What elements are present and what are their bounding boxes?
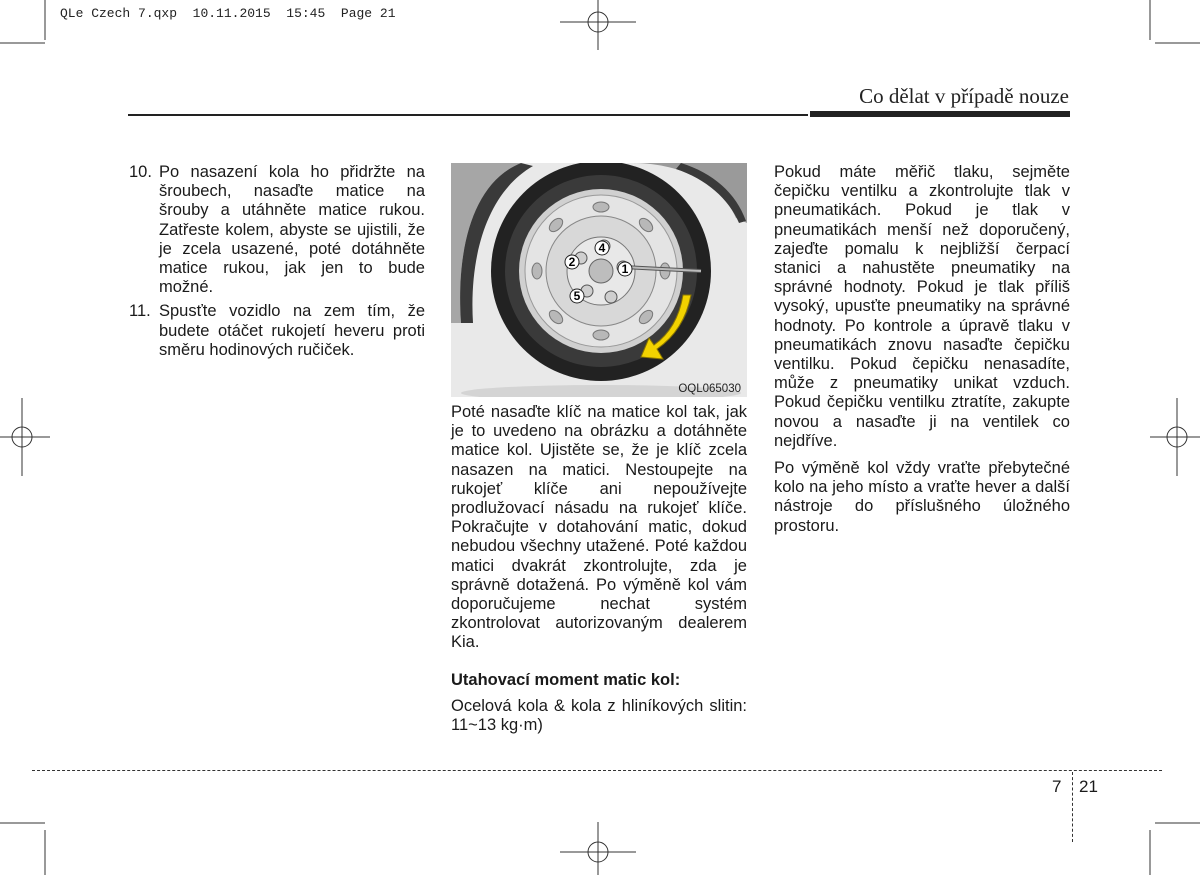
column-2: [451, 403, 747, 735]
nut-label-4: 4: [598, 241, 606, 255]
chapter-number: 7: [1052, 777, 1062, 796]
registration-mark-right: [1150, 398, 1200, 476]
list-item: [129, 302, 425, 360]
instructions-paragraph: Poté nasaďte klíč na matice kol tak, jak je to uvedeno na obrázku a dotáhněte matice kol. Ujistěte se, že je klíč zcela nasazen na matici. Nestoupejte na rukojeť klíče ani nepoužívejte prodlužovací násadu na rukojeť klíče. Pokračujte v dotahování matic, dokud nebudou všechny utažené. Poté každou matici dvakrát zkontrolujte, zda je správně dotažená. Po výměně kol vám doporučujeme nechat systém zkontrolovat autorizovaným dealerem Kia.: [451, 403, 747, 652]
registration-mark-top: [560, 0, 636, 50]
page-divider: [1072, 772, 1073, 842]
torque-value: Ocelová kola & kola z hliníkových slitin: 11~13 kg·m): [451, 696, 747, 735]
torque-heading: Utahovací moment matic kol:: [451, 670, 681, 689]
column-3: [774, 163, 1070, 536]
wheel-illustration: [451, 163, 747, 397]
page-number: 21: [1079, 777, 1098, 796]
list-number: 11.: [129, 302, 151, 321]
print-slug: QLe Czech 7.qxp 10.11.2015 15:45 Page 21: [60, 6, 396, 21]
nut-label-5: 5: [573, 289, 581, 303]
list-item: [129, 163, 425, 297]
figure-code: OQL065030: [678, 383, 741, 395]
header-rule-thick: [810, 111, 1070, 117]
registration-mark-left: [0, 398, 50, 476]
section-title: Co dělat v případě nouze: [859, 84, 1069, 108]
pressure-paragraph: Pokud máte měřič tlaku, sejměte čepičku ventilku a zkontrolujte tlak v pneumatikách. Pokud je tlak v pneumatikách menší než doporučený, zajeďte pomalu k nejbližší čerpací stanici a nahustěte pneumatiky na správné hodnoty. Pokud je tlak příliš vysoký, upusťte pneumatiky na správné hodnoty. Po kontrole a úpravě tlaku v pneumatikách znovu nasaďte čepičku ventilku. Pokud čepičku nenasadíte, může z pneumatiky unikat vzduch. Pokud čepičku ventilku ztratíte, zakupte novou a nasaďte ji na ventilek co nejdříve.: [774, 163, 1070, 450]
column-1: [129, 163, 425, 365]
nut-label-1: 1: [621, 262, 629, 276]
storage-paragraph: Po výměně kol vždy vraťte přebytečné kolo na jeho místo a vraťte hever a další nástroje do příslušného úložného prostoru.: [774, 459, 1070, 535]
registration-mark-bottom: [560, 822, 636, 875]
list-text: Spusťte vozidlo na zem tím, že budete otáčet rukojetí heveru proti směru hodinových ručiček.: [159, 302, 425, 359]
list-number: 10.: [129, 163, 152, 181]
nut-label-2: 2: [568, 255, 576, 269]
list-text: Po nasazení kola ho přidržte na šroubech, nasaďte matice na šrouby a utáhněte matice rukou. Zatřeste kolem, abyste se ujistili, že je zcela usazené, poté dotáhněte matice rukou, jak jen to bude možné.: [159, 163, 425, 297]
footer-rule: [32, 770, 1162, 771]
header-rule: [128, 114, 808, 116]
